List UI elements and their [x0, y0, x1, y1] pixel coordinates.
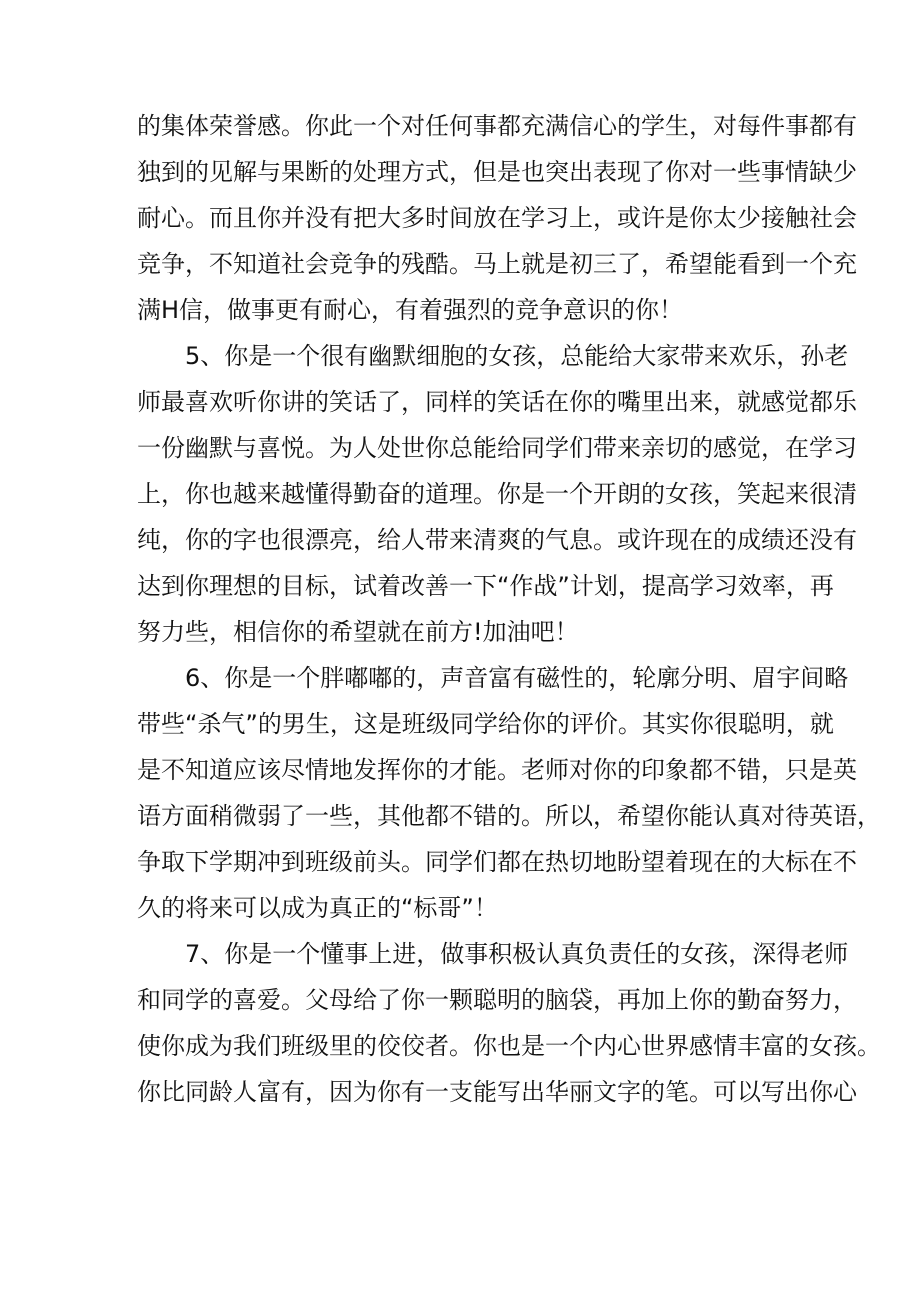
text-line: 竞争，不知道社会竞争的残酷。马上就是初三了，希望能看到一个充 — [137, 250, 857, 278]
text-line: 语方面稍微弱了一些，其他都不错的。所以，希望你能认真对待英语， — [137, 802, 881, 830]
text-line: 达到你理想的目标，试着改善一下“作战”计划，提高学习效率，再 — [137, 572, 834, 600]
text-line: 和同学的喜爱。父母给了你一颗聪明的脑袋，再加上你的勤奋努力， — [137, 986, 857, 1014]
text-line: 满H信，做事更有耐心，有着强烈的竞争意识的你！ — [137, 296, 684, 324]
text-line: 你比同龄人富有，因为你有一支能写出华丽文字的笔。可以写出你心 — [137, 1078, 857, 1106]
text-line: 的集体荣誉感。你此一个对任何事都充满信心的学生，对每件事都有 — [137, 112, 857, 140]
text-line: 上，你也越来越懂得勤奋的道理。你是一个开朗的女孩，笑起来很清 — [137, 480, 857, 508]
text-line: 纯，你的字也很漂亮，给人带来清爽的气息。或许现在的成绩还没有 — [137, 526, 857, 554]
paragraph-continuation — [137, 103, 857, 333]
document-body — [137, 103, 881, 1115]
text-line: 独到的见解与果断的处理方式，但是也突出表现了你对一些事情缺少 — [137, 158, 857, 186]
paragraph-item-6 — [137, 655, 881, 931]
text-line: 耐心。而且你并没有把大多时间放在学习上，或许是你太少接触社会 — [137, 204, 857, 232]
text-line: 一份幽默与喜悦。为人处世你总能给同学们带来亲切的感觉，在学习 — [137, 434, 857, 462]
text-line: 7、你是一个懂事上进，做事积极认真负责任的女孩，深得老师 — [185, 940, 849, 968]
text-line: 5、你是一个很有幽默细胞的女孩，总能给大家带来欢乐，孙老 — [185, 342, 849, 370]
text-line: 带些“杀气”的男生，这是班级同学给你的评价。其实你很聪明，就 — [137, 710, 834, 738]
text-line: 久的将来可以成为真正的“标哥”！ — [137, 894, 498, 922]
text-line: 是不知道应该尽情地发挥你的才能。老师对你的印象都不错，只是英 — [137, 756, 857, 784]
text-line: 师最喜欢听你讲的笑话了，同样的笑话在你的嘴里出来，就感觉都乐 — [137, 388, 857, 416]
paragraph-item-7 — [137, 931, 881, 1115]
text-line: 争取下学期冲到班级前头。同学们都在热切地盼望着现在的大标在不 — [137, 848, 857, 876]
text-line: 努力些，相信你的希望就在前方!加油吧！ — [137, 618, 579, 646]
text-line: 使你成为我们班级里的佼佼者。你也是一个内心世界感情丰富的女孩。 — [137, 1032, 881, 1060]
paragraph-item-5 — [137, 333, 857, 655]
text-line: 6、你是一个胖嘟嘟的，声音富有磁性的，轮廓分明、眉宇间略 — [185, 664, 849, 692]
